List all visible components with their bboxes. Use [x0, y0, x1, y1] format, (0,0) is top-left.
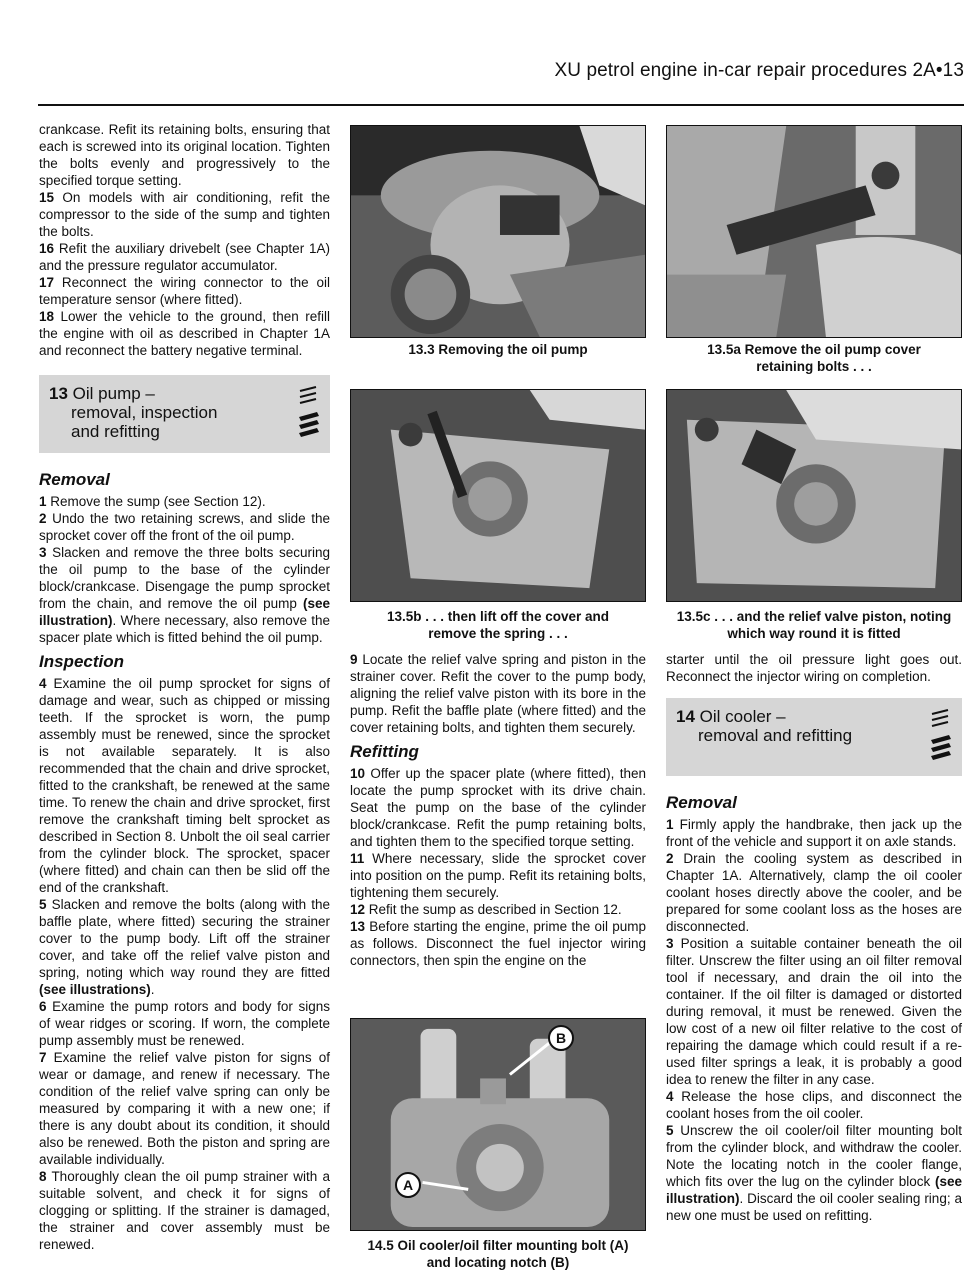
paragraph: 3 Position a suitable container beneath the oil filter. Unscrew the filter using an oil filter removal tool if necessary, and drain the oil into the container. If the oil filter is damaged or distorted during removal, it must be renewed. Given the low cost of a new oil filter relative to the cost of repairing the damage which could result if a re-used filter springs a leak, it is probably a good idea to renew the filter in any case. [666, 936, 962, 1087]
callout-a: A [395, 1172, 421, 1198]
photo-13-5c [666, 389, 962, 602]
col1-main-text [39, 468, 330, 1253]
difficulty-spanner-icon [928, 706, 954, 766]
caption-14-5: 14.5 Oil cooler/oil filter mounting bolt (A) and locating notch (B) [367, 1238, 629, 1270]
paragraph: 9 Locate the relief valve spring and piston in the strainer cover. Refit the cover to the pump body, aligning the relief valve piston with its bore in the pump. Refit the baffle plate (where fitted) and the cover retaining bolts, and tighten them securely. [350, 652, 646, 735]
callout-b: B [548, 1025, 574, 1051]
refitting-heading: Refitting [350, 742, 419, 761]
paragraph: 4 Release the hose clips, and disconnect the coolant hoses from the oil cooler. [666, 1089, 962, 1121]
section-13-heading: 13 Oil pump – removal, inspection and refitting [39, 375, 330, 453]
paragraph: crankcase. Refit its retaining bolts, ensuring that each is screwed into its original location. Tighten the bolts evenly and progressively to the specified torque setting. [39, 122, 330, 188]
paragraph: 15 On models with air conditioning, refit the compressor to the side of the sump and tighten the bolts. [39, 190, 330, 239]
paragraph: 1 Remove the sump (see Section 12). [39, 494, 266, 509]
paragraph: 1 Firmly apply the handbrake, then jack up the front of the vehicle and support it on axle stands. [666, 817, 962, 849]
paragraph: 5 Unscrew the oil cooler/oil filter mounting bolt from the cylinder block, and withdraw the cooler. Note the locating notch in the cooler flange, which fits over the lug on the cylinder block (see illustration). Discard the oil cooler sealing ring; a new one must be used on refitting. [666, 1123, 962, 1223]
inspection-heading: Inspection [39, 652, 125, 671]
paragraph: 12 Refit the sump as described in Section 12. [350, 902, 622, 917]
col1-top-text [39, 121, 330, 359]
paragraph: 7 Examine the relief valve piston for signs of wear or damage, and renew if necessary. The condition of the relief valve spring can only be measured by comparing it with a new one; if there is any doubt about its condition, it should also be renewed. Both the piston and spring are available individually. [39, 1050, 330, 1167]
col3-main-text [666, 791, 962, 1224]
paragraph: starter until the oil pressure light goes out. Reconnect the injector wiring on completion. [666, 652, 962, 684]
paragraph: 8 Thoroughly clean the oil pump strainer with a suitable solvent, and check it for signs of clogging or splitting. If the strainer is damaged, the strainer and cover assembly must be renewed. [39, 1169, 330, 1252]
running-head: XU petrol engine in-car repair procedures 2A•13 [554, 60, 964, 81]
photo-13-5a [666, 125, 962, 338]
removal-heading: Removal [666, 793, 737, 812]
paragraph: 16 Refit the auxiliary drivebelt (see Chapter 1A) and the pressure regulator accumulator. [39, 241, 330, 273]
caption-13-5c: 13.5c . . . and the relief valve piston, noting which way round it is fitted [676, 609, 952, 641]
section-14-heading: 14 Oil cooler – removal and refitting [666, 698, 962, 776]
difficulty-spanner-icon [296, 383, 322, 443]
photo-13-3 [350, 125, 646, 338]
header-rule [38, 104, 964, 106]
paragraph: 6 Examine the pump rotors and body for signs of wear ridges or scoring. If worn, the complete pump assembly must be renewed. [39, 999, 330, 1048]
photo-13-5b [350, 389, 646, 602]
caption-13-5a: 13.5a Remove the oil pump cover retaining bolts . . . [707, 342, 921, 374]
photo-14-5 [350, 1018, 646, 1231]
paragraph: 17 Reconnect the wiring connector to the oil temperature sensor (where fitted). [39, 275, 330, 307]
col2-main-text [350, 651, 646, 969]
paragraph: 3 Slacken and remove the three bolts securing the oil pump to the base of the cylinder block/crankcase. Disengage the pump sprocket from the chain, and remove the oil pump (see illustration). Where necessary, also remove the spacer plate which is fitted behind the oil pump. [39, 545, 330, 645]
paragraph: 2 Drain the cooling system as described in Chapter 1A. Alternatively, clamp the oil cooler coolant hoses directly above the cooler, and be prepared for some coolant loss as the hoses are disconnected. [666, 851, 962, 934]
col3-continuation-text [666, 651, 962, 685]
paragraph: 10 Offer up the spacer plate (where fitted), then locate the pump sprocket with its drive chain. Seat the pump on the base of the cylinder block/crankcase. Refit the pump retaining bolts, and tighten them to the specified torque setting. [350, 766, 646, 849]
paragraph: 5 Slacken and remove the bolts (along with the baffle plate, where fitted) securing the strainer cover to the pump body. Lift off the strainer cover, and take off the relief valve piston and spring, noting which way round they are fitted (see illustrations). [39, 897, 330, 997]
paragraph: 11 Where necessary, slide the sprocket cover into position on the pump. Refit its retaining bolts, tightening them securely. [350, 851, 646, 900]
caption-13-5b: 13.5b . . . then lift off the cover and remove the spring . . . [386, 609, 610, 641]
caption-13-3: 13.3 Removing the oil pump [408, 342, 588, 357]
paragraph: 2 Undo the two retaining screws, and slide the sprocket cover off the front of the oil pump. [39, 511, 330, 543]
paragraph: 13 Before starting the engine, prime the oil pump as follows. Disconnect the fuel injector wiring connectors, then spin the engine on the [350, 919, 646, 968]
removal-heading: Removal [39, 470, 110, 489]
paragraph: 4 Examine the oil pump sprocket for signs of damage and wear, such as chipped or missing teeth. If the sprocket is worn, the pump assembly must be renewed, since the sprocket is not available separately. It is also recommended that the chain and drive sprocket, fitted to the crankshaft, be renewed at the same time. To renew the chain and drive sprocket, first remove the crankshaft timing belt sprocket as described in Section 8. Unbolt the oil seal carrier from the cylinder block. The sprocket, spacer (where fitted) and chain can then be slid off the end of the crankshaft. [39, 676, 330, 895]
paragraph: 18 Lower the vehicle to the ground, then refill the engine with oil as described in Chapter 1A and reconnect the battery negative terminal. [39, 309, 330, 358]
